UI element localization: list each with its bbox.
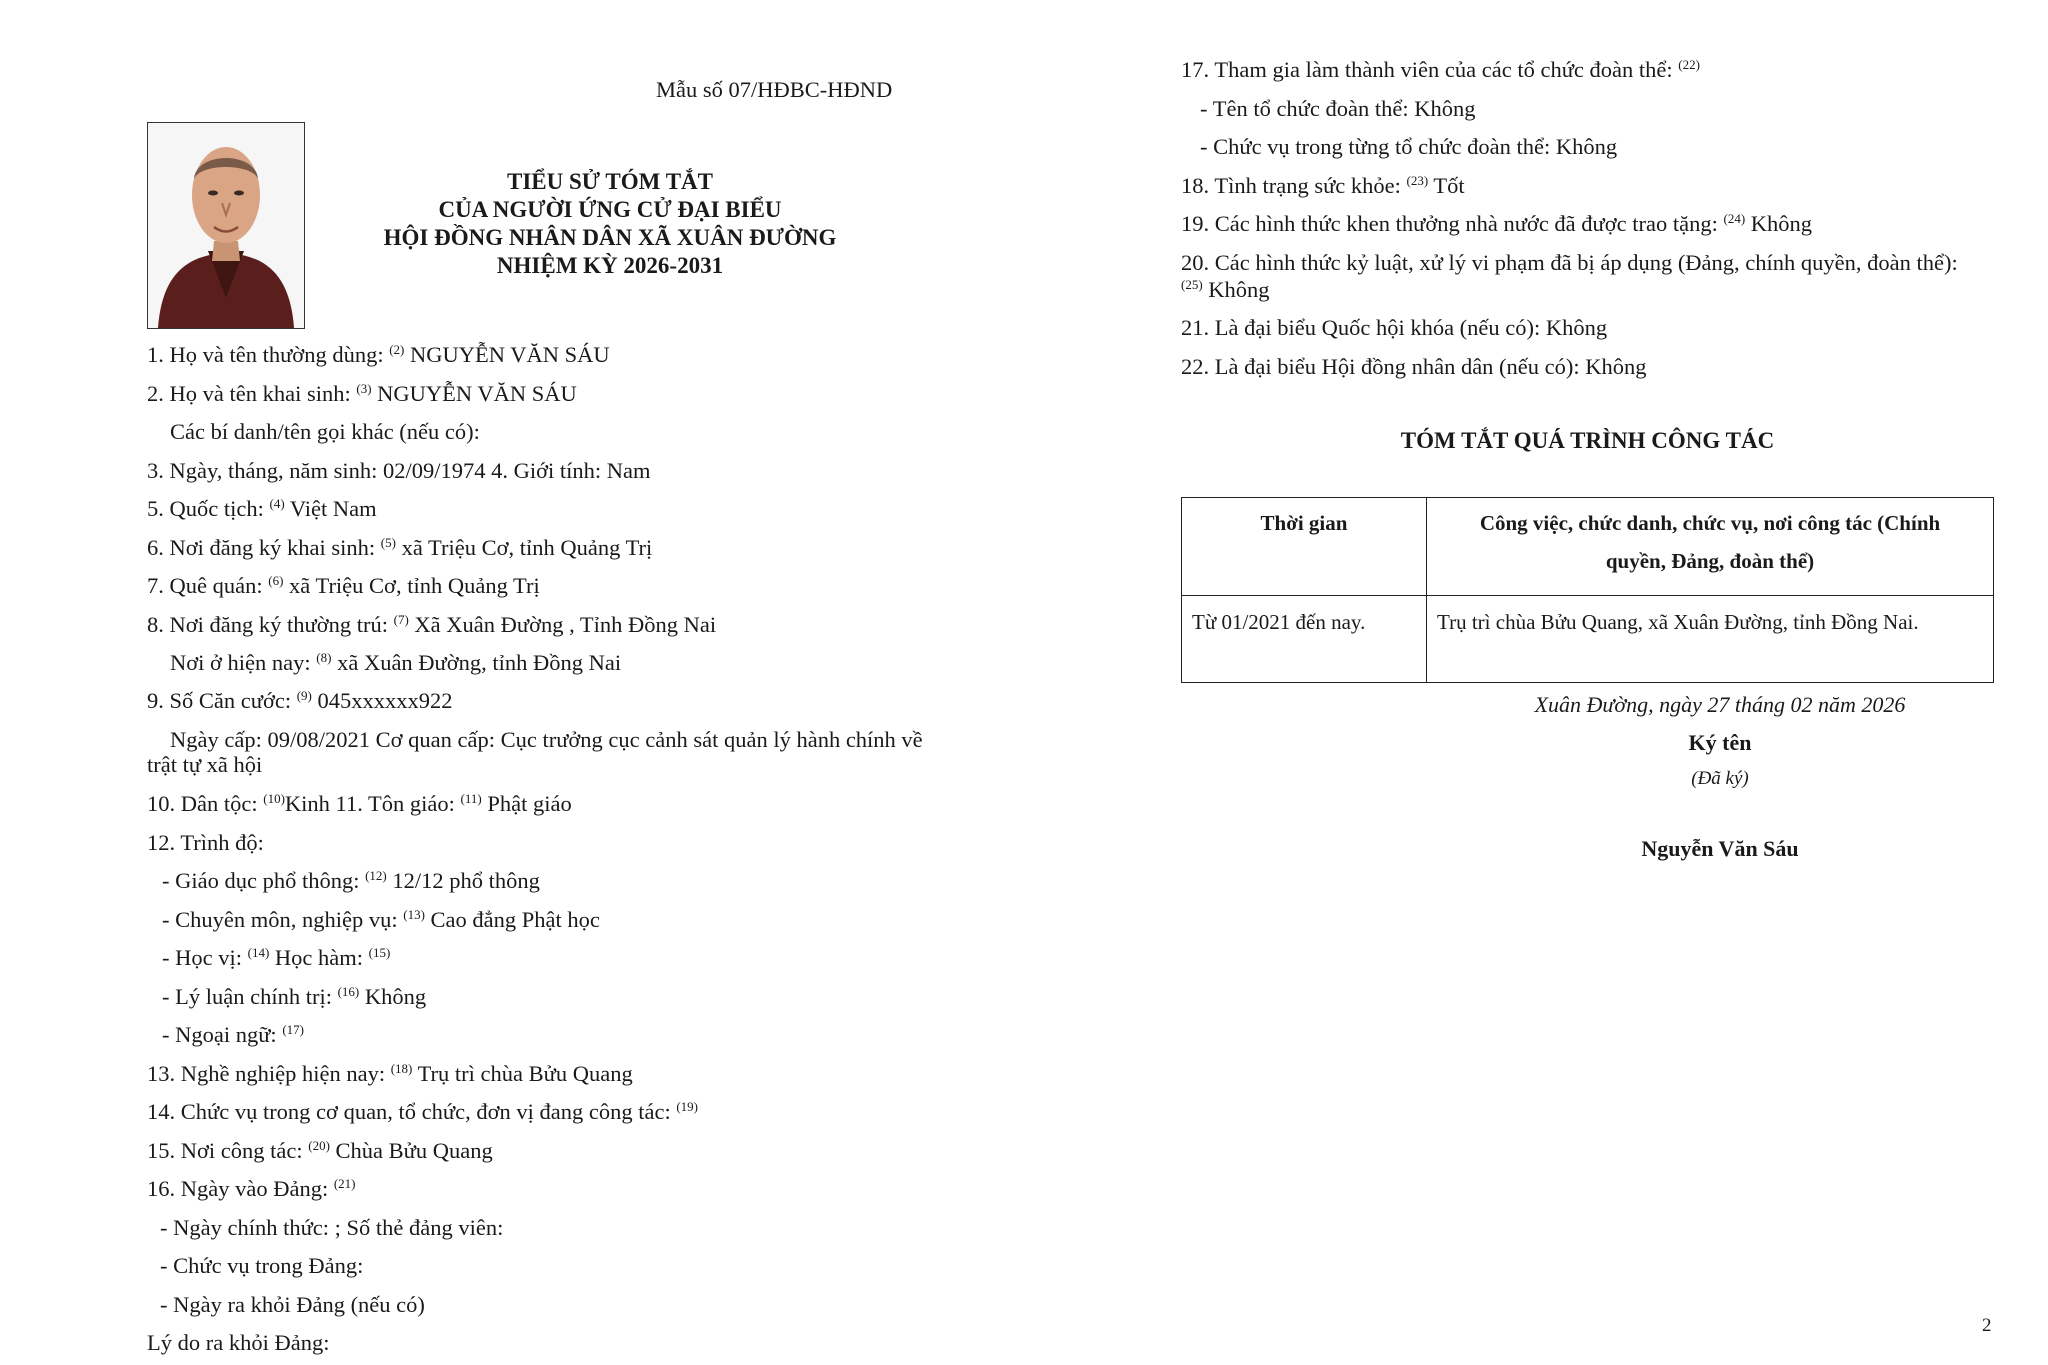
page-number: 2	[1982, 1315, 1992, 1336]
signature-place-date: Xuân Đường, ngày 27 tháng 02 năm 2026	[1534, 692, 1906, 717]
value: NGUYỄN VĂN SÁU	[404, 342, 610, 367]
item-16-leave-reason: Lý do ra khỏi Đảng:	[147, 1330, 330, 1355]
footnote-ref: (9)	[296, 688, 312, 703]
signed-note: (Đã ký)	[1691, 768, 1749, 789]
item-2-aliases: Các bí danh/tên gọi khác (nếu có):	[170, 419, 480, 444]
value: Xã Xuân Đường , Tỉnh Đồng Nai	[408, 612, 717, 637]
value: Chùa Bửu Quang	[329, 1138, 493, 1163]
label: 5. Quốc tịch:	[147, 496, 270, 521]
table-row	[1182, 596, 1994, 683]
form-number: Mẫu số 07/HĐBC-HĐND	[656, 77, 893, 102]
item-12-political-theory	[162, 983, 426, 1011]
item-17-position: - Chức vụ trong từng tổ chức đoàn thể: Không	[1200, 134, 1618, 159]
value: Việt Nam	[284, 496, 377, 521]
footnote-ref: (23)	[1406, 173, 1429, 188]
item-12-foreign-language	[162, 1021, 304, 1049]
table-header-row	[1182, 498, 1994, 596]
item-1	[147, 341, 610, 369]
title-line-2: CỦA NGƯỜI ỨNG CỬ ĐẠI BIỂU	[438, 197, 782, 222]
value: xã Xuân Đường, tỉnh Đồng Nai	[331, 650, 622, 675]
title-line-3: HỘI ĐỒNG NHÂN DÂN XÃ XUÂN ĐƯỜNG	[383, 225, 837, 250]
cell-time: Từ 01/2021 đến nay.	[1182, 596, 1427, 683]
value: Không	[1745, 211, 1813, 236]
item-5	[147, 495, 377, 523]
item-12-specialty	[162, 906, 600, 934]
column-header-description	[1427, 498, 1994, 596]
item-10-11	[147, 790, 572, 818]
value: Kinh 11. Tôn giáo:	[284, 791, 461, 816]
item-2	[147, 380, 577, 408]
label: - Học vị:	[162, 945, 248, 970]
footnote-ref: (2)	[389, 342, 405, 357]
label: 18. Tình trạng sức khỏe:	[1181, 173, 1407, 198]
footnote-ref: (10)	[263, 791, 285, 806]
footnote-ref: (19)	[676, 1099, 698, 1114]
footnote-ref: (16)	[337, 984, 360, 999]
value: xã Triệu Cơ, tỉnh Quảng Trị	[283, 573, 540, 598]
footnote-ref: (13)	[403, 907, 425, 922]
value: Cao đẳng Phật học	[424, 907, 600, 932]
label: - Lý luận chính trị:	[162, 984, 338, 1009]
label: 6. Nơi đăng ký khai sinh:	[147, 535, 381, 560]
label: - Giáo dục phổ thông:	[162, 868, 366, 893]
item-16-party-position: - Chức vụ trong Đảng:	[160, 1253, 364, 1278]
item-8-current-address	[170, 649, 621, 677]
footnote-ref: (22)	[1678, 57, 1700, 72]
label: 15. Nơi công tác:	[147, 1138, 309, 1163]
footnote-ref: (14)	[247, 945, 270, 960]
item-14	[147, 1098, 698, 1126]
footnote-ref: (3)	[356, 381, 372, 396]
label: 10. Dân tộc:	[147, 791, 264, 816]
cell-description: Trụ trì chùa Bửu Quang, xã Xuân Đường, tỉnh Đồng Nai.	[1427, 596, 1994, 683]
document-title	[330, 168, 890, 280]
label: 7. Quê quán:	[147, 573, 269, 598]
footnote-ref: (24)	[1723, 211, 1746, 226]
label: Học hàm:	[269, 945, 369, 970]
value: xã Triệu Cơ, tỉnh Quảng Trị	[395, 535, 653, 560]
header-line: Công việc, chức danh, chức vụ, nơi công tác (Chính	[1479, 511, 1941, 535]
label: 2. Họ và tên khai sinh:	[147, 381, 357, 406]
value: Phật giáo	[481, 791, 572, 816]
footnote-ref: (15)	[368, 945, 391, 960]
footnote-ref: (20)	[308, 1138, 330, 1153]
portrait-photo	[147, 122, 305, 329]
label: 13. Nghề nghiệp hiện nay:	[147, 1061, 391, 1086]
label: 16. Ngày vào Đảng:	[147, 1176, 334, 1201]
footnote-ref: (6)	[268, 573, 284, 588]
item-7	[147, 572, 540, 600]
footnote-ref: (5)	[380, 535, 396, 550]
item-17-organization: - Tên tổ chức đoàn thể: Không	[1200, 96, 1476, 121]
item-16-official-date: - Ngày chính thức: ; Số thẻ đảng viên:	[160, 1215, 504, 1240]
item-12-degree	[162, 944, 390, 972]
item-13	[147, 1060, 633, 1088]
item-9-issue-line-1: Ngày cấp: 09/08/2021 Cơ quan cấp: Cục trưởng cục cảnh sát quản lý hành chính về	[170, 727, 923, 752]
item-19	[1181, 210, 1812, 238]
footnote-ref: (17)	[282, 1022, 304, 1037]
value: 12/12 phổ thông	[386, 868, 540, 893]
label: - Chuyên môn, nghiệp vụ:	[162, 907, 404, 932]
column-header-time: Thời gian	[1182, 498, 1427, 596]
item-8	[147, 611, 716, 639]
footnote-ref: (25)	[1181, 277, 1203, 292]
footnote-ref: (12)	[365, 868, 387, 883]
item-12-general-education	[162, 867, 540, 895]
label: 17. Tham gia làm thành viên của các tổ chức đoàn thể:	[1181, 57, 1679, 82]
item-20-line-2	[1181, 276, 1270, 304]
footnote-ref: (18)	[390, 1061, 413, 1076]
title-line-1: TIỂU SỬ TÓM TẮT	[507, 169, 713, 194]
signer-name: Nguyễn Văn Sáu	[1641, 836, 1799, 861]
value: Trụ trì chùa Bửu Quang	[412, 1061, 633, 1086]
value: Không	[1202, 277, 1270, 302]
work-history-table	[1181, 497, 1994, 683]
item-20-line-1: 20. Các hình thức kỷ luật, xử lý vi phạm đã bị áp dụng (Đảng, chính quyền, đoàn thể):	[1181, 250, 1958, 275]
item-22: 22. Là đại biểu Hội đồng nhân dân (nếu có): Không	[1181, 354, 1647, 379]
work-history-heading: TÓM TẮT QUÁ TRÌNH CÔNG TÁC	[1400, 428, 1775, 453]
item-6	[147, 534, 652, 562]
value: Tốt	[1428, 173, 1465, 198]
label: 8. Nơi đăng ký thường trú:	[147, 612, 394, 637]
item-3-4: 3. Ngày, tháng, năm sinh: 02/09/1974 4. Giới tính: Nam	[147, 458, 651, 483]
item-9-issue-line-2: trật tự xã hội	[147, 752, 263, 777]
value: Không	[359, 984, 427, 1009]
item-9	[147, 687, 453, 715]
footnote-ref: (8)	[316, 650, 332, 665]
footnote-ref: (21)	[333, 1176, 356, 1191]
label: 1. Họ và tên thường dùng:	[147, 342, 390, 367]
label: Nơi ở hiện nay:	[170, 650, 317, 675]
header-line: quyền, Đảng, đoàn thể)	[1605, 549, 1815, 573]
title-line-4: NHIỆM KỲ 2026-2031	[496, 253, 724, 278]
item-16-leave-date: - Ngày ra khỏi Đảng (nếu có)	[160, 1292, 425, 1317]
item-21: 21. Là đại biểu Quốc hội khóa (nếu có): Không	[1181, 315, 1608, 340]
label: 9. Số Căn cước:	[147, 688, 297, 713]
signature-label: Ký tên	[1688, 730, 1752, 755]
label: 19. Các hình thức khen thưởng nhà nước đã được trao tặng:	[1181, 211, 1724, 236]
label: 14. Chức vụ trong cơ quan, tổ chức, đơn vị đang công tác:	[147, 1099, 677, 1124]
item-18	[1181, 172, 1465, 200]
value: 045xxxxxx922	[311, 688, 453, 713]
footnote-ref: (7)	[393, 612, 409, 627]
footnote-ref: (11)	[460, 791, 482, 806]
item-15	[147, 1137, 493, 1165]
item-12: 12. Trình độ:	[147, 830, 264, 855]
item-16	[147, 1175, 356, 1203]
value: NGUYỄN VĂN SÁU	[371, 381, 577, 406]
footnote-ref: (4)	[269, 496, 285, 511]
portrait-image	[148, 123, 304, 328]
label: - Ngoại ngữ:	[162, 1022, 283, 1047]
item-17	[1181, 56, 1700, 84]
